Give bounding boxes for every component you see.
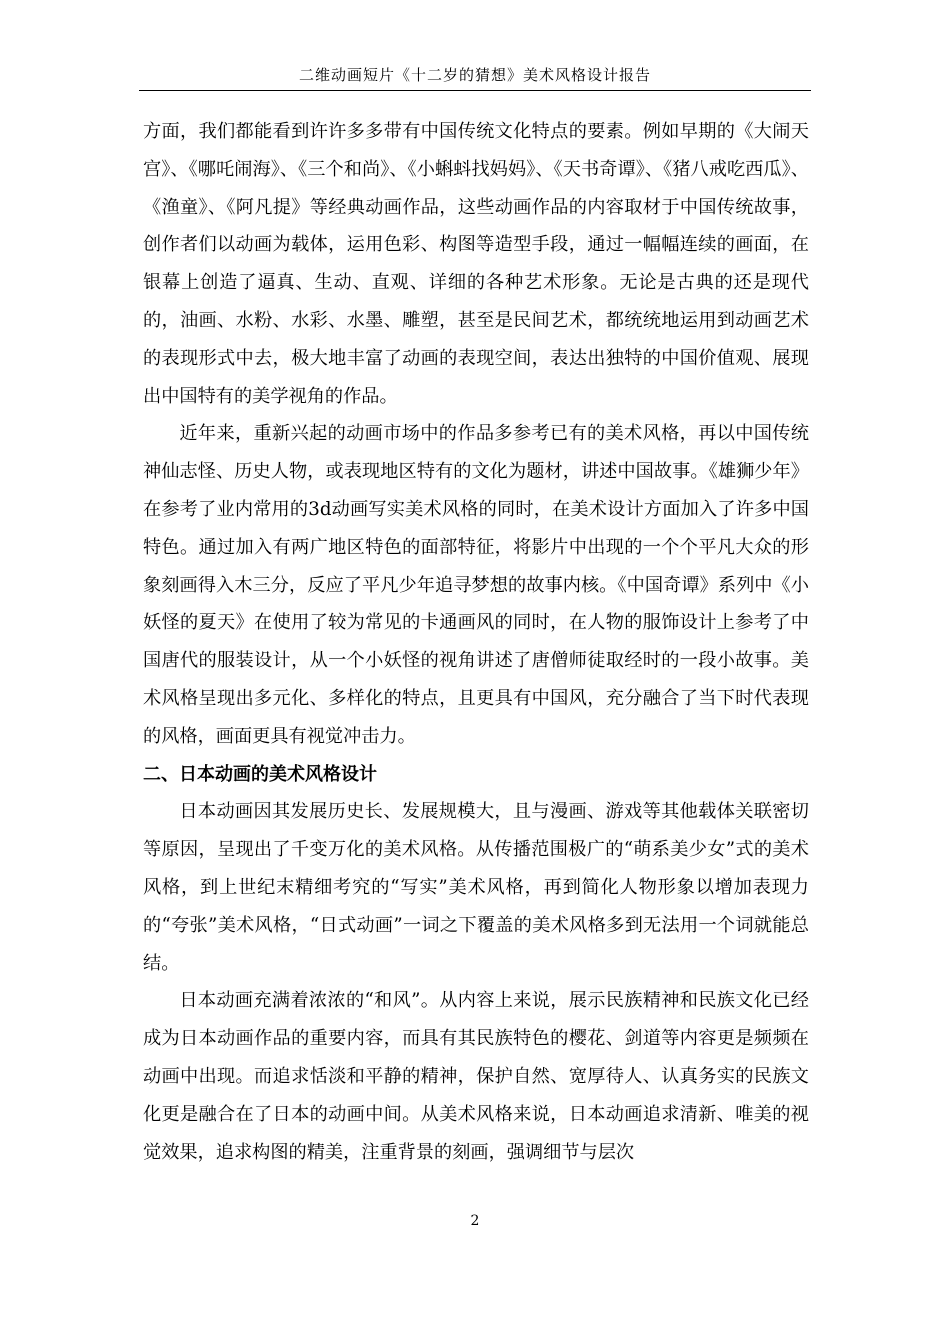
section-heading-japanese-animation: 二、日本动画的美术风格设计 bbox=[143, 763, 377, 785]
running-header: 二维动画短片《十二岁的猜想》美术风格设计报告 bbox=[298, 66, 651, 84]
body-text bbox=[143, 113, 809, 1171]
paragraph-japanese-style: 日本动画充满着浓浓的“和风”。从内容上来说，展示民族精神和民族文化已经成为日本动画作品的重要内容，而具有其民族特色的樱花、剑道等内容更是频频在动画中出现。而追求恬淡和平静的精神，保护自然、宽厚待人、认真务实的民族文化更是融合在了日本的动画中间。从美术风格来说，日本动画追求清新、唯美的视觉效果，追求构图的精美，注重背景的刻画，强调细节与层次 bbox=[143, 990, 809, 1163]
paragraph-japanese-overview: 日本动画因其发展历史长、发展规模大，且与漫画、游戏等其他载体关联密切等原因，呈现出了千变万化的美术风格。从传播范围极广的“萌系美少女”式的美术风格，到上世纪末精细考究的“写实”美术风格，再到简化人物形象以增加表现力的“夸张”美术风格，“日式动画”一词之下覆盖的美术风格多到无法用一个词就能总结。 bbox=[143, 801, 809, 974]
paragraph-recent-animation: 近年来，重新兴起的动画市场中的作品多参考已有的美术风格，再以中国传统神仙志怪、历史人物，或表现地区特有的文化为题材，讲述中国故事。《雄狮少年》在参考了业内常用的3d动画写实美术风格的同时，在美术设计方面加入了许多中国特色。通过加入有两广地区特色的面部特征，将影片中出现的一个个平凡大众的形象刻画得入木三分，反应了平凡少年追寻梦想的故事内核。《中国奇谭》系列中《小妖怪的夏天》在使用了较为常见的卡通画风的同时，在人物的服饰设计上参考了中国唐代的服装设计，从一个小妖怪的视角讲述了唐僧师徒取经时的一段小故事。美术风格呈现出多元化、多样化的特点，且更具有中国风，充分融合了当下时代表现的风格，画面更具有视觉冲击力。 bbox=[143, 423, 809, 747]
header-divider bbox=[139, 90, 811, 91]
paragraph-continued: 方面，我们都能看到许许多多带有中国传统文化特点的要素。例如早期的《大闹天宫》、《哪吒闹海》、《三个和尚》、《小蝌蚪找妈妈》、《天书奇谭》、《猪八戒吃西瓜》、《渔童》、《阿凡提》等经典动画作品，这些动画作品的内容取材于中国传统故事，创作者们以动画为载体，运用色彩、构图等造型手段，通过一幅幅连续的画面，在银幕上创造了逼真、生动、直观、详细的各种艺术形象。无论是古典的还是现代的，油画、水粉、水彩、水墨、雕塑，甚至是民间艺术，都统统地运用到动画艺术的表现形式中去，极大地丰富了动画的表现空间，表达出独特的中国价值观、展现出中国特有的美学视角的作品。 bbox=[143, 121, 809, 407]
page-number: 2 bbox=[470, 1213, 480, 1229]
